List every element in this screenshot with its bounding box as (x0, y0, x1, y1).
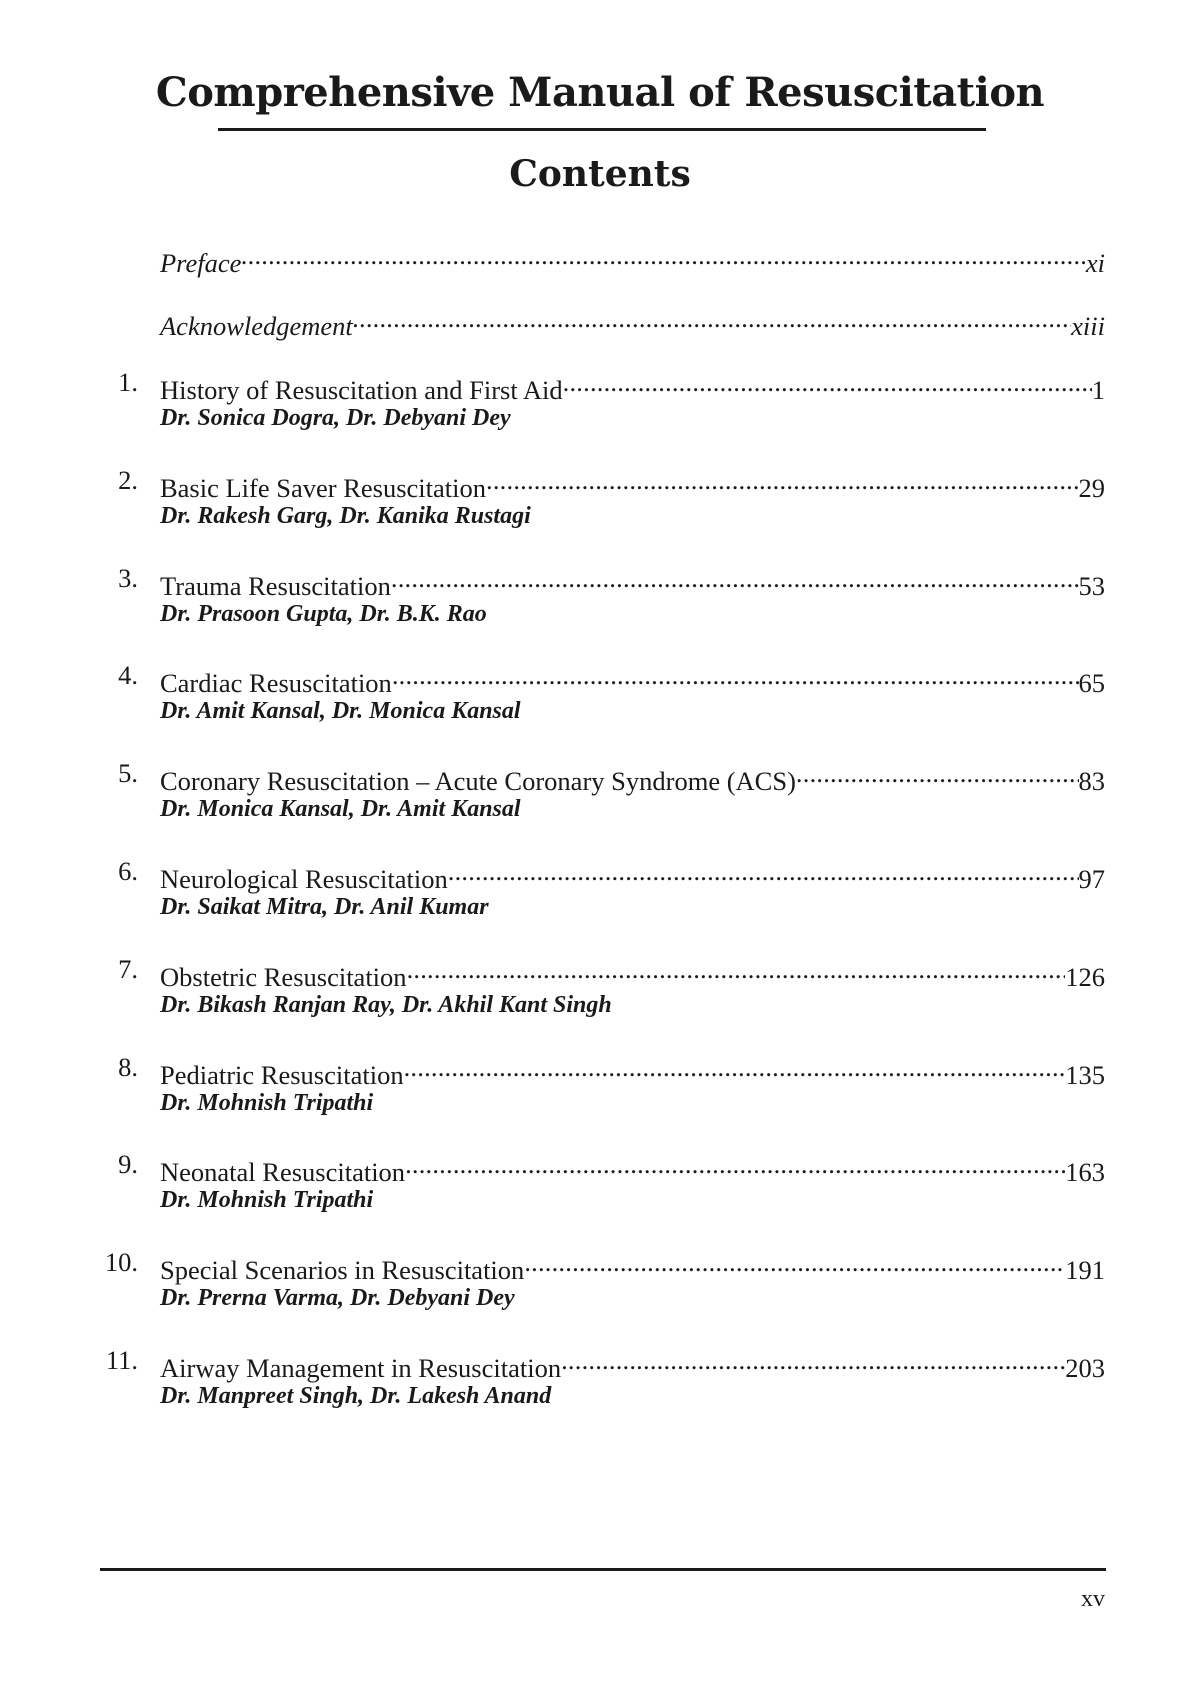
chapter-title: Cardiac Resuscitation (160, 668, 392, 698)
toc-line (160, 238, 1105, 280)
chapter-number: 8. (118, 1052, 138, 1082)
toc-page-number: xiii (1071, 311, 1105, 341)
dot-leader (561, 1343, 1065, 1377)
chapter-page-number: 126 (1065, 962, 1105, 992)
footer-rule (100, 1568, 1106, 1571)
chapter-number: 5. (118, 758, 138, 788)
dot-leader (392, 658, 1079, 692)
chapter-page-number: 203 (1065, 1353, 1105, 1383)
chapter-page-number: 1 (1091, 375, 1105, 405)
contents-heading: Contents (509, 153, 691, 195)
dot-leader (405, 1147, 1065, 1181)
toc-line (160, 658, 1105, 700)
chapter-number: 1. (118, 367, 138, 397)
toc-line (160, 1343, 1105, 1385)
toc-line (160, 463, 1105, 505)
chapter-authors: Dr. Monica Kansal, Dr. Amit Kansal (160, 796, 521, 822)
chapter-page-number: 135 (1065, 1060, 1105, 1090)
dot-leader (391, 561, 1079, 595)
chapter-number: 11. (105, 1345, 138, 1375)
dot-leader (486, 463, 1078, 497)
chapter-page-number: 29 (1078, 473, 1105, 503)
chapter-page-number: 191 (1065, 1255, 1105, 1285)
dot-leader (563, 365, 1092, 399)
toc-line (160, 952, 1105, 994)
chapter-number: 10. (104, 1247, 138, 1277)
chapter-page-number: 83 (1078, 766, 1105, 796)
chapter-number: 6. (118, 856, 138, 886)
chapter-authors: Dr. Mohnish Tripathi (160, 1090, 374, 1116)
chapter-authors: Dr. Manpreet Singh, Dr. Lakesh Anand (160, 1383, 552, 1409)
chapter-title: History of Resuscitation and First Aid (160, 375, 563, 405)
toc-line (160, 1050, 1105, 1092)
chapter-number: 4. (118, 660, 138, 690)
chapter-title: Pediatric Resuscitation (160, 1060, 404, 1090)
toc-line (160, 1245, 1105, 1287)
chapter-number: 9. (118, 1149, 138, 1179)
chapter-title: Trauma Resuscitation (160, 571, 391, 601)
toc-line (160, 561, 1105, 603)
chapter-number: 7. (118, 954, 138, 984)
chapter-page-number: 97 (1078, 864, 1105, 894)
chapter-title: Neonatal Resuscitation (160, 1157, 406, 1187)
toc-page-number: xi (1085, 248, 1105, 278)
chapter-authors: Dr. Mohnish Tripathi (160, 1187, 374, 1213)
chapter-authors: Dr. Bikash Ranjan Ray, Dr. Akhil Kant Singh (160, 992, 612, 1018)
toc-entry-title: Preface (160, 248, 242, 278)
chapter-authors: Dr. Saikat Mitra, Dr. Anil Kumar (160, 894, 489, 920)
chapter-title: Special Scenarios in Resuscitation (160, 1255, 525, 1285)
toc-line (160, 1147, 1105, 1189)
dot-leader (524, 1245, 1065, 1279)
chapter-title: Neurological Resuscitation (160, 864, 448, 894)
toc-entry-title: Acknowledgement (160, 311, 353, 341)
dot-leader (796, 756, 1079, 790)
chapter-number: 3. (118, 563, 138, 593)
title-rule (218, 128, 986, 131)
chapter-authors: Dr. Rakesh Garg, Dr. Kanika Rustagi (160, 503, 531, 529)
toc-line (160, 301, 1105, 343)
chapter-authors: Dr. Amit Kansal, Dr. Monica Kansal (160, 698, 521, 724)
dot-leader (448, 854, 1079, 888)
chapter-title: Basic Life Saver Resuscitation (160, 473, 487, 503)
toc-line (160, 756, 1105, 798)
chapter-title: Coronary Resuscitation – Acute Coronary Syndrome (ACS) (160, 766, 796, 796)
dot-leader (353, 301, 1071, 335)
chapter-page-number: 163 (1065, 1157, 1105, 1187)
toc-line (160, 365, 1105, 407)
chapter-title: Airway Management in Resuscitation (160, 1353, 562, 1383)
toc-line (160, 854, 1105, 896)
chapter-authors: Dr. Prasoon Gupta, Dr. B.K. Rao (160, 601, 487, 627)
chapter-page-number: 65 (1078, 668, 1105, 698)
page-folio: xv (1081, 1586, 1105, 1612)
chapter-authors: Dr. Prerna Varma, Dr. Debyani Dey (160, 1285, 515, 1311)
chapter-page-number: 53 (1078, 571, 1105, 601)
book-title: Comprehensive Manual of Resuscitation (155, 69, 1045, 116)
chapter-number: 2. (118, 465, 138, 495)
dot-leader (404, 1050, 1066, 1084)
chapter-authors: Dr. Sonica Dogra, Dr. Debyani Dey (160, 405, 511, 431)
chapter-title: Obstetric Resuscitation (160, 962, 407, 992)
dot-leader (241, 238, 1085, 272)
dot-leader (407, 952, 1066, 986)
